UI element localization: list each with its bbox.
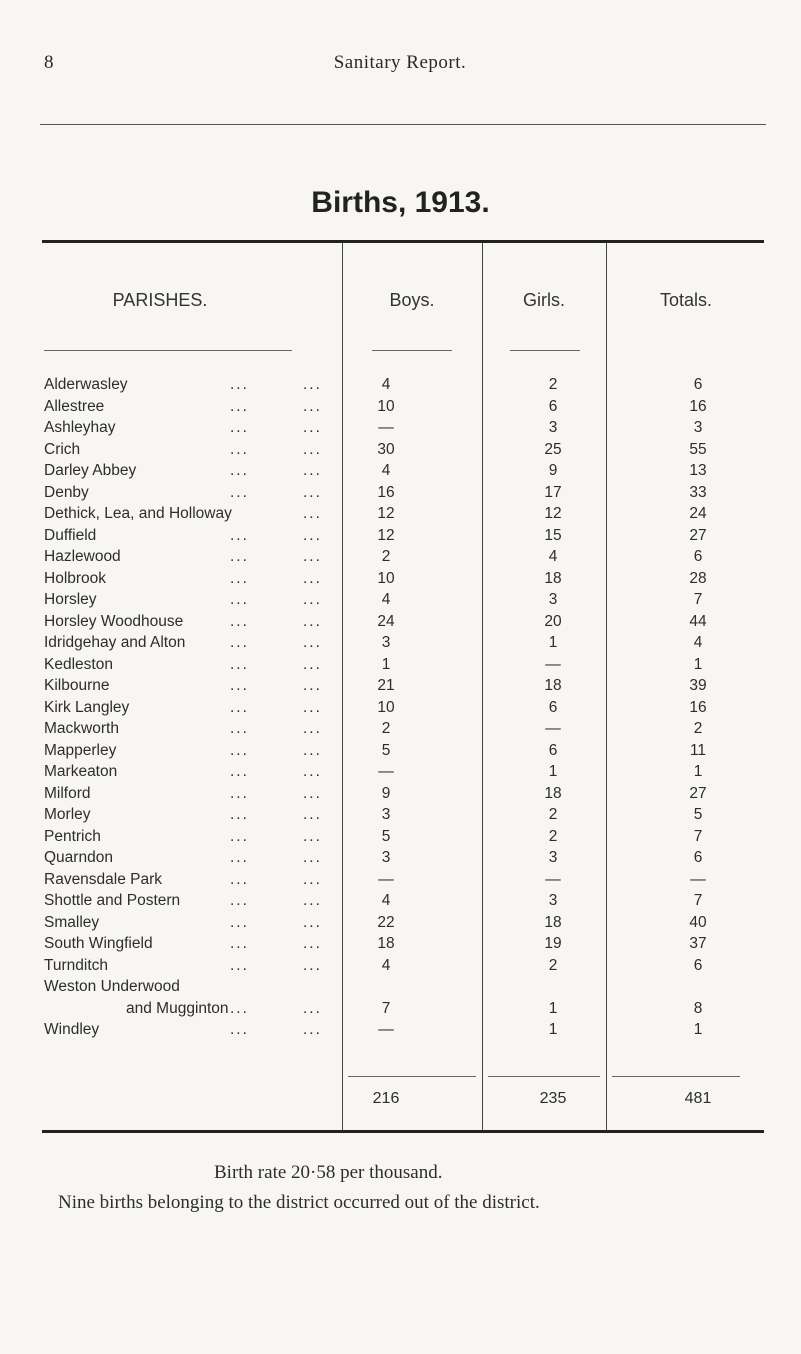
leader-dots: ... [230, 527, 249, 544]
table-bottom-rule [42, 1130, 764, 1133]
table-row [0, 806, 801, 826]
column-header-girls: Girls. [523, 290, 565, 310]
table-row [0, 978, 801, 998]
parish-name: Kedleston [44, 656, 113, 673]
table-title: Births, 1913. [311, 186, 490, 219]
girls-count: 1 [548, 1021, 558, 1038]
leader-dots: ... [303, 634, 322, 651]
girls-count: 2 [548, 376, 558, 393]
leader-dots: ... [303, 484, 322, 501]
boys-count: — [378, 763, 394, 780]
table-row [0, 548, 801, 568]
boys-count: 7 [381, 1000, 391, 1017]
table-row [0, 871, 801, 891]
girls-count: 3 [548, 419, 558, 436]
leader-dots: ... [230, 570, 249, 587]
header-underline [510, 350, 580, 351]
header-underline [44, 350, 292, 351]
table-row [0, 742, 801, 762]
parish-name: Mackworth [44, 720, 119, 737]
total-count: 2 [693, 720, 703, 737]
girls-count: 6 [548, 398, 558, 415]
girls-count: 19 [544, 935, 562, 952]
leader-dots: ... [303, 527, 322, 544]
parish-name: Hazlewood [44, 548, 121, 565]
girls-count: 25 [544, 441, 562, 458]
boys-count: 4 [381, 462, 391, 479]
girls-count: 9 [548, 462, 558, 479]
parish-name: Holbrook [44, 570, 107, 587]
table-row [0, 462, 801, 482]
total-count: 4 [693, 634, 703, 651]
boys-count: 12 [377, 527, 395, 544]
total-count: 44 [689, 613, 707, 630]
total-count: 27 [689, 527, 707, 544]
column-header-totals: Totals. [659, 290, 713, 310]
leader-dots: ... [303, 548, 322, 565]
total-count: 1 [693, 763, 703, 780]
boys-count: 3 [381, 806, 391, 823]
column-header-parishes: PARISHES. [112, 290, 208, 310]
parish-name: Pentrich [44, 828, 101, 845]
boys-count: 5 [381, 828, 391, 845]
leader-dots: ... [303, 699, 322, 716]
girls-count: 6 [548, 742, 558, 759]
girls-count: 17 [544, 484, 562, 501]
boys-count: 4 [381, 376, 391, 393]
girls-count: — [545, 871, 561, 888]
parish-name: Milford [44, 785, 91, 802]
leader-dots: ... [230, 484, 249, 501]
leader-dots: ... [303, 1021, 322, 1038]
running-title: Sanitary Report. [333, 52, 467, 73]
parish-name: Alderwasley [44, 376, 128, 393]
leader-dots: ... [230, 699, 249, 716]
total-count: 6 [693, 548, 703, 565]
boys-count: 1 [381, 656, 391, 673]
table-row [0, 591, 801, 611]
total-count: 3 [693, 419, 703, 436]
total-rule [612, 1076, 740, 1077]
boys-count: — [378, 1021, 394, 1038]
table-row [0, 763, 801, 783]
boys-count: 24 [377, 613, 395, 630]
leader-dots: ... [230, 398, 249, 415]
parish-name: Denby [44, 484, 89, 501]
leader-dots: ... [230, 849, 249, 866]
parish-name: Ashleyhay [44, 419, 116, 436]
boys-count: 4 [381, 591, 391, 608]
girls-count: 3 [548, 849, 558, 866]
total-count: 37 [689, 935, 707, 952]
total-count: — [690, 871, 706, 888]
boys-count: 10 [377, 699, 395, 716]
boys-count: 30 [377, 441, 395, 458]
boys-count: 4 [381, 957, 391, 974]
leader-dots: ... [230, 957, 249, 974]
leader-dots: ... [303, 871, 322, 888]
parish-name: Markeaton [44, 763, 118, 780]
leader-dots: ... [303, 613, 322, 630]
table-row [0, 720, 801, 740]
total-rule [348, 1076, 476, 1077]
leader-dots: ... [230, 419, 249, 436]
total-count: 16 [689, 699, 707, 716]
total-count: 6 [693, 376, 703, 393]
girls-count: 18 [544, 570, 562, 587]
parish-name: Morley [44, 806, 91, 823]
boys-count: 18 [377, 935, 395, 952]
boys-count: 5 [381, 742, 391, 759]
leader-dots: ... [303, 957, 322, 974]
boys-count: 3 [381, 849, 391, 866]
parish-name: Kilbourne [44, 677, 110, 694]
leader-dots: ... [303, 441, 322, 458]
girls-count: 2 [548, 806, 558, 823]
leader-dots: ... [303, 849, 322, 866]
boys-count: 16 [377, 484, 395, 501]
boys-count: — [378, 871, 394, 888]
column-header-boys: Boys. [389, 290, 435, 310]
girls-count: 3 [548, 892, 558, 909]
leader-dots: ... [230, 828, 249, 845]
girls-count: — [545, 720, 561, 737]
table-row [0, 441, 801, 461]
girls-count: — [545, 656, 561, 673]
table-row [0, 376, 801, 396]
parish-name: Shottle and Postern [44, 892, 181, 909]
table-row [0, 1021, 801, 1041]
parish-name: Windley [44, 1021, 100, 1038]
table-row [0, 849, 801, 869]
total-count: 40 [689, 914, 707, 931]
table-row [0, 398, 801, 418]
leader-dots: ... [230, 462, 249, 479]
leader-dots: ... [303, 892, 322, 909]
leader-dots: ... [230, 656, 249, 673]
parish-name: Dethick, Lea, and Holloway [44, 505, 232, 522]
leader-dots: ... [303, 505, 322, 522]
table-row [0, 634, 801, 654]
table-row [0, 935, 801, 955]
leader-dots: ... [230, 785, 249, 802]
girls-count: 1 [548, 1000, 558, 1017]
total-count: 5 [693, 806, 703, 823]
parish-name: Crich [44, 441, 81, 458]
boys-count: 12 [377, 505, 395, 522]
leader-dots: ... [230, 548, 249, 565]
girls-count: 4 [548, 548, 558, 565]
total-count: 6 [693, 957, 703, 974]
leader-dots: ... [230, 1000, 249, 1017]
total-count: 11 [689, 742, 707, 759]
girls-count: 6 [548, 699, 558, 716]
leader-dots: ... [303, 591, 322, 608]
leader-dots: ... [303, 742, 322, 759]
table-row [0, 527, 801, 547]
girls-count: 2 [548, 957, 558, 974]
total-count: 7 [693, 828, 703, 845]
table-row [0, 699, 801, 719]
parish-name: and Mugginton [126, 1000, 229, 1017]
leader-dots: ... [303, 914, 322, 931]
leader-dots: ... [303, 806, 322, 823]
total-all: 481 [684, 1090, 712, 1107]
leader-dots: ... [303, 462, 322, 479]
total-count: 27 [689, 785, 707, 802]
girls-count: 2 [548, 828, 558, 845]
total-count: 33 [689, 484, 707, 501]
header-rule [40, 124, 766, 125]
leader-dots: ... [303, 376, 322, 393]
leader-dots: ... [230, 376, 249, 393]
leader-dots: ... [303, 935, 322, 952]
total-girls: 235 [539, 1090, 567, 1107]
leader-dots: ... [303, 1000, 322, 1017]
leader-dots: ... [230, 1021, 249, 1038]
parish-name: Duffield [44, 527, 97, 544]
girls-count: 15 [544, 527, 562, 544]
leader-dots: ... [230, 806, 249, 823]
leader-dots: ... [230, 441, 249, 458]
total-count: 1 [693, 1021, 703, 1038]
leader-dots: ... [303, 785, 322, 802]
leader-dots: ... [230, 720, 249, 737]
girls-count: 1 [548, 763, 558, 780]
boys-count: 9 [381, 785, 391, 802]
total-count: 7 [693, 591, 703, 608]
leader-dots: ... [303, 656, 322, 673]
boys-count: — [378, 419, 394, 436]
boys-count: 10 [377, 398, 395, 415]
girls-count: 18 [544, 677, 562, 694]
boys-count: 2 [381, 548, 391, 565]
parish-name: Mapperley [44, 742, 117, 759]
table-row [0, 892, 801, 912]
total-count: 28 [689, 570, 707, 587]
table-row [0, 613, 801, 633]
table-row [0, 914, 801, 934]
table-row [0, 785, 801, 805]
total-count: 7 [693, 892, 703, 909]
total-boys: 216 [372, 1090, 400, 1107]
table-top-rule [42, 240, 764, 243]
parish-name: South Wingfield [44, 935, 153, 952]
girls-count: 3 [548, 591, 558, 608]
table-row [0, 677, 801, 697]
leader-dots: ... [230, 763, 249, 780]
table-row [0, 505, 801, 525]
parish-name: Weston Underwood [44, 978, 180, 995]
total-rule [488, 1076, 600, 1077]
parish-name: Horsley Woodhouse [44, 613, 184, 630]
total-count: 16 [689, 398, 707, 415]
parish-name: Turnditch [44, 957, 109, 974]
table-row [0, 484, 801, 504]
leader-dots: ... [230, 871, 249, 888]
leader-dots: ... [303, 720, 322, 737]
total-count: 39 [689, 677, 707, 694]
parish-name: Kirk Langley [44, 699, 130, 716]
parish-name: Darley Abbey [44, 462, 137, 479]
table-row [0, 828, 801, 848]
leader-dots: ... [303, 419, 322, 436]
girls-count: 12 [544, 505, 562, 522]
parish-name: Smalley [44, 914, 100, 931]
leader-dots: ... [230, 935, 249, 952]
boys-count: 3 [381, 634, 391, 651]
parish-name: Idridgehay and Alton [44, 634, 186, 651]
outside-births-note: Nine births belonging to the district occurred out of the district. [58, 1192, 540, 1213]
parish-name: Allestree [44, 398, 105, 415]
total-count: 1 [693, 656, 703, 673]
leader-dots: ... [230, 634, 249, 651]
parish-name: Quarndon [44, 849, 113, 866]
leader-dots: ... [230, 677, 249, 694]
birth-rate-note: Birth rate 20·58 per thousand. [214, 1162, 443, 1183]
page-header [40, 52, 760, 82]
leader-dots: ... [303, 398, 322, 415]
table-row [0, 570, 801, 590]
leader-dots: ... [230, 742, 249, 759]
parish-name: Horsley [44, 591, 97, 608]
girls-count: 18 [544, 914, 562, 931]
parish-name: Ravensdale Park [44, 871, 163, 888]
leader-dots: ... [303, 828, 322, 845]
total-count: 8 [693, 1000, 703, 1017]
total-count: 13 [689, 462, 707, 479]
leader-dots: ... [303, 763, 322, 780]
total-count: 24 [689, 505, 707, 522]
leader-dots: ... [230, 591, 249, 608]
boys-count: 22 [377, 914, 395, 931]
table-row [0, 656, 801, 676]
table-row [0, 957, 801, 977]
girls-count: 20 [544, 613, 562, 630]
page-number: 8 [44, 52, 54, 73]
header-underline [372, 350, 452, 351]
boys-count: 21 [377, 677, 395, 694]
total-count: 55 [689, 441, 707, 458]
boys-count: 2 [381, 720, 391, 737]
leader-dots: ... [230, 892, 249, 909]
leader-dots: ... [230, 613, 249, 630]
leader-dots: ... [303, 570, 322, 587]
table-row [0, 419, 801, 439]
total-count: 6 [693, 849, 703, 866]
girls-count: 18 [544, 785, 562, 802]
leader-dots: ... [303, 677, 322, 694]
boys-count: 4 [381, 892, 391, 909]
girls-count: 1 [548, 634, 558, 651]
boys-count: 10 [377, 570, 395, 587]
table-row [0, 1000, 801, 1020]
leader-dots: ... [230, 914, 249, 931]
